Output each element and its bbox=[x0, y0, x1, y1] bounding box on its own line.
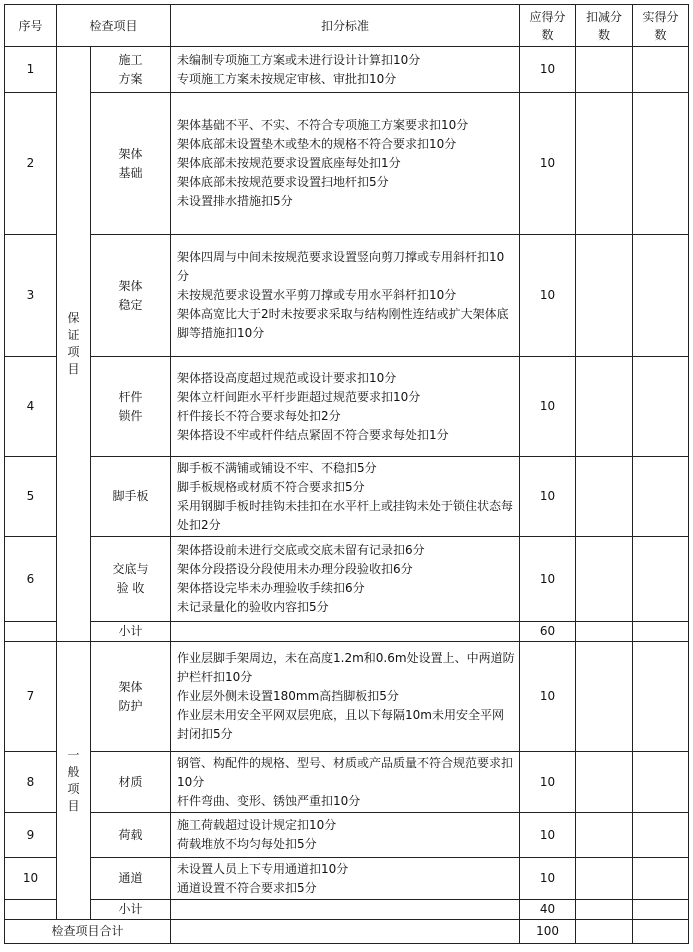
standard-line: 架体搭设前未进行交底或交底未留有记录扣6分 bbox=[177, 543, 425, 557]
standard-line: 通道设置不符合要求扣5分 bbox=[177, 880, 317, 895]
check-item-line: 验 收 bbox=[116, 581, 145, 595]
check-item bbox=[91, 235, 171, 357]
check-item bbox=[91, 47, 171, 93]
header-standard: 扣分标准 bbox=[171, 5, 520, 47]
row-number: 3 bbox=[5, 235, 57, 357]
row-number bbox=[5, 622, 57, 642]
check-item-line: 架体 bbox=[118, 679, 143, 694]
due-score: 10 bbox=[520, 235, 576, 357]
standard-line: 架体底部未按规范要求设置底座每处扣1分 bbox=[177, 156, 401, 170]
check-item-line: 防护 bbox=[118, 698, 143, 713]
actual-score bbox=[633, 900, 689, 920]
actual-score bbox=[633, 357, 689, 457]
deduction-standard bbox=[171, 858, 520, 900]
deduction-standard bbox=[171, 900, 520, 920]
deduction-standard bbox=[171, 537, 520, 622]
table-row bbox=[5, 813, 689, 858]
check-item bbox=[91, 813, 171, 858]
standard-line: 未设置排水措施扣5分 bbox=[177, 194, 293, 208]
row-number: 5 bbox=[5, 457, 57, 537]
standard-line: 未设置人员上下专用通道扣10分 bbox=[177, 861, 349, 876]
check-item-line: 架体 bbox=[118, 278, 143, 293]
table-row bbox=[5, 642, 689, 752]
deduct-score bbox=[576, 920, 633, 944]
subtotal-label: 小计 bbox=[91, 622, 171, 642]
standard-line: 架体四周与中间未按规范要求设置竖向剪刀撑或专用斜杆扣10分 bbox=[177, 250, 505, 283]
check-item-line: 通道 bbox=[118, 871, 143, 885]
standard-line: 荷载堆放不均匀每处扣5分 bbox=[177, 837, 317, 851]
table-row bbox=[5, 457, 689, 537]
deduct-score bbox=[576, 622, 633, 642]
header-no: 序号 bbox=[5, 5, 57, 47]
subtotal-score: 60 bbox=[520, 622, 576, 642]
actual-score bbox=[633, 93, 689, 235]
header-actual-score: 实得分数 bbox=[633, 5, 689, 47]
deduction-standard bbox=[171, 642, 520, 752]
actual-score bbox=[633, 813, 689, 858]
actual-score bbox=[633, 858, 689, 900]
due-score: 10 bbox=[520, 457, 576, 537]
deduction-standard bbox=[171, 235, 520, 357]
deduction-standard bbox=[171, 47, 520, 93]
due-score: 10 bbox=[520, 47, 576, 93]
total-label: 检查项目合计 bbox=[5, 920, 171, 944]
check-item-line: 稳定 bbox=[118, 297, 143, 312]
standard-line: 钢管、构配件的规格、型号、材质或产品质量不符合规范要求扣10分 bbox=[177, 755, 514, 789]
due-score: 10 bbox=[520, 537, 576, 622]
standard-line: 杆件接长不符合要求每处扣2分 bbox=[177, 408, 341, 423]
check-item bbox=[91, 457, 171, 537]
table-row bbox=[5, 357, 689, 457]
deduct-score bbox=[576, 752, 633, 813]
check-item-line: 交底与 bbox=[112, 562, 149, 576]
deduct-score bbox=[576, 357, 633, 457]
standard-line: 采用钢脚手板时挂钩未挂扣在水平杆上或挂钩未处于锁住状态每处扣2分 bbox=[177, 498, 514, 532]
deduction-standard bbox=[171, 622, 520, 642]
actual-score bbox=[633, 642, 689, 752]
row-number: 6 bbox=[5, 537, 57, 622]
standard-line: 架体分段搭设分段使用未办理分段验收扣6分 bbox=[177, 562, 413, 576]
row-number: 7 bbox=[5, 642, 57, 752]
actual-score bbox=[633, 235, 689, 357]
standard-line: 作业层外侧未设置180mm高挡脚板扣5分 bbox=[177, 689, 399, 703]
standard-line: 架体搭设不牢或杆件结点紧固不符合要求每处扣1分 bbox=[177, 427, 449, 442]
due-score: 10 bbox=[520, 813, 576, 858]
check-item-line: 脚手板 bbox=[112, 489, 149, 503]
table-row bbox=[5, 752, 689, 813]
header-deduct-score: 扣减分数 bbox=[576, 5, 633, 47]
subtotal-row bbox=[5, 900, 689, 920]
standard-line: 架体搭设完毕未办理验收手续扣6分 bbox=[177, 581, 365, 595]
standard-line: 未按规范要求设置水平剪刀撑或专用水平斜杆扣10分 bbox=[177, 288, 457, 302]
standard-line: 施工荷载超过设计规定扣10分 bbox=[177, 818, 337, 832]
standard-line: 架体立杆间距水平杆步距超过规范要求扣10分 bbox=[177, 389, 421, 404]
table-row bbox=[5, 93, 689, 235]
table-row bbox=[5, 235, 689, 357]
standard-line: 杆件弯曲、变形、锈蚀严重扣10分 bbox=[177, 793, 361, 808]
due-score: 10 bbox=[520, 752, 576, 813]
deduct-score bbox=[576, 900, 633, 920]
row-number: 1 bbox=[5, 47, 57, 93]
due-score: 10 bbox=[520, 858, 576, 900]
check-item bbox=[91, 858, 171, 900]
subtotal-label: 小计 bbox=[91, 900, 171, 920]
actual-score bbox=[633, 537, 689, 622]
actual-score bbox=[633, 47, 689, 93]
deduction-standard bbox=[171, 920, 520, 944]
group-label-text: 保证项目 bbox=[67, 311, 80, 376]
row-number bbox=[5, 900, 57, 920]
row-number: 4 bbox=[5, 357, 57, 457]
table-row bbox=[5, 47, 689, 93]
deduct-score bbox=[576, 457, 633, 537]
total-score: 100 bbox=[520, 920, 576, 944]
check-item bbox=[91, 537, 171, 622]
standard-line: 架体基础不平、不实、不符合专项施工方案要求扣10分 bbox=[177, 118, 469, 132]
deduction-standard bbox=[171, 357, 520, 457]
standard-line: 架体搭设高度超过规范或设计要求扣10分 bbox=[177, 370, 397, 385]
standard-line: 架体底部未设置垫木或垫木的规格不符合要求扣10分 bbox=[177, 137, 457, 151]
table-row bbox=[5, 858, 689, 900]
due-score: 10 bbox=[520, 357, 576, 457]
standard-line: 脚手板规格或材质不符合要求扣5分 bbox=[177, 479, 365, 494]
standard-line: 未编制专项施工方案或未进行设计计算扣10分 bbox=[177, 52, 421, 67]
check-item bbox=[91, 93, 171, 235]
row-number: 8 bbox=[5, 752, 57, 813]
table-row bbox=[5, 537, 689, 622]
actual-score bbox=[633, 457, 689, 537]
standard-line: 作业层脚手架周边，未在高度1.2m和0.6m处设置上、中两道防护栏杆扣10分 bbox=[177, 651, 515, 684]
standard-line: 架体底部未按规范要求设置扫地杆扣5分 bbox=[177, 175, 389, 189]
check-item-line: 基础 bbox=[118, 165, 143, 180]
group-label-general bbox=[57, 642, 91, 920]
subtotal-score: 40 bbox=[520, 900, 576, 920]
group-label-text: 一般项目 bbox=[67, 747, 80, 813]
actual-score bbox=[633, 752, 689, 813]
total-row bbox=[5, 920, 689, 944]
check-item bbox=[91, 752, 171, 813]
standard-line: 专项施工方案未按规定审核、审批扣10分 bbox=[177, 71, 397, 86]
check-item-line: 锁件 bbox=[118, 408, 143, 423]
deduct-score bbox=[576, 537, 633, 622]
standard-line: 作业层未用安全平网双层兜底，且以下每隔10m未用安全平网封闭扣5分 bbox=[177, 708, 504, 741]
deduct-score bbox=[576, 858, 633, 900]
deduction-standard bbox=[171, 457, 520, 537]
standard-line: 架体高宽比大于2时未按要求采取与结构刚性连结或扩大架体底脚等措施扣10分 bbox=[177, 307, 509, 340]
inspection-table bbox=[4, 4, 689, 944]
check-item bbox=[91, 357, 171, 457]
row-number: 2 bbox=[5, 93, 57, 235]
group-label-guarantee bbox=[57, 47, 91, 642]
standard-line: 脚手板不满铺或铺设不牢、不稳扣5分 bbox=[177, 460, 377, 475]
due-score: 10 bbox=[520, 642, 576, 752]
check-item-line: 施工 bbox=[118, 52, 143, 67]
header-item: 检查项目 bbox=[57, 5, 171, 47]
check-item-line: 架体 bbox=[118, 146, 143, 161]
actual-score bbox=[633, 920, 689, 944]
deduct-score bbox=[576, 813, 633, 858]
deduct-score bbox=[576, 642, 633, 752]
check-item-line: 材质 bbox=[118, 774, 143, 789]
check-item-line: 方案 bbox=[118, 71, 143, 86]
deduction-standard bbox=[171, 93, 520, 235]
check-item-line: 杆件 bbox=[118, 389, 143, 404]
deduct-score bbox=[576, 93, 633, 235]
deduction-standard bbox=[171, 813, 520, 858]
header-due-score: 应得分数 bbox=[520, 5, 576, 47]
deduct-score bbox=[576, 235, 633, 357]
subtotal-row bbox=[5, 622, 689, 642]
actual-score bbox=[633, 622, 689, 642]
row-number: 9 bbox=[5, 813, 57, 858]
row-number: 10 bbox=[5, 858, 57, 900]
standard-line: 未记录量化的验收内容扣5分 bbox=[177, 600, 329, 614]
deduction-standard bbox=[171, 752, 520, 813]
deduct-score bbox=[576, 47, 633, 93]
due-score: 10 bbox=[520, 93, 576, 235]
check-item bbox=[91, 642, 171, 752]
check-item-line: 荷载 bbox=[118, 827, 143, 842]
